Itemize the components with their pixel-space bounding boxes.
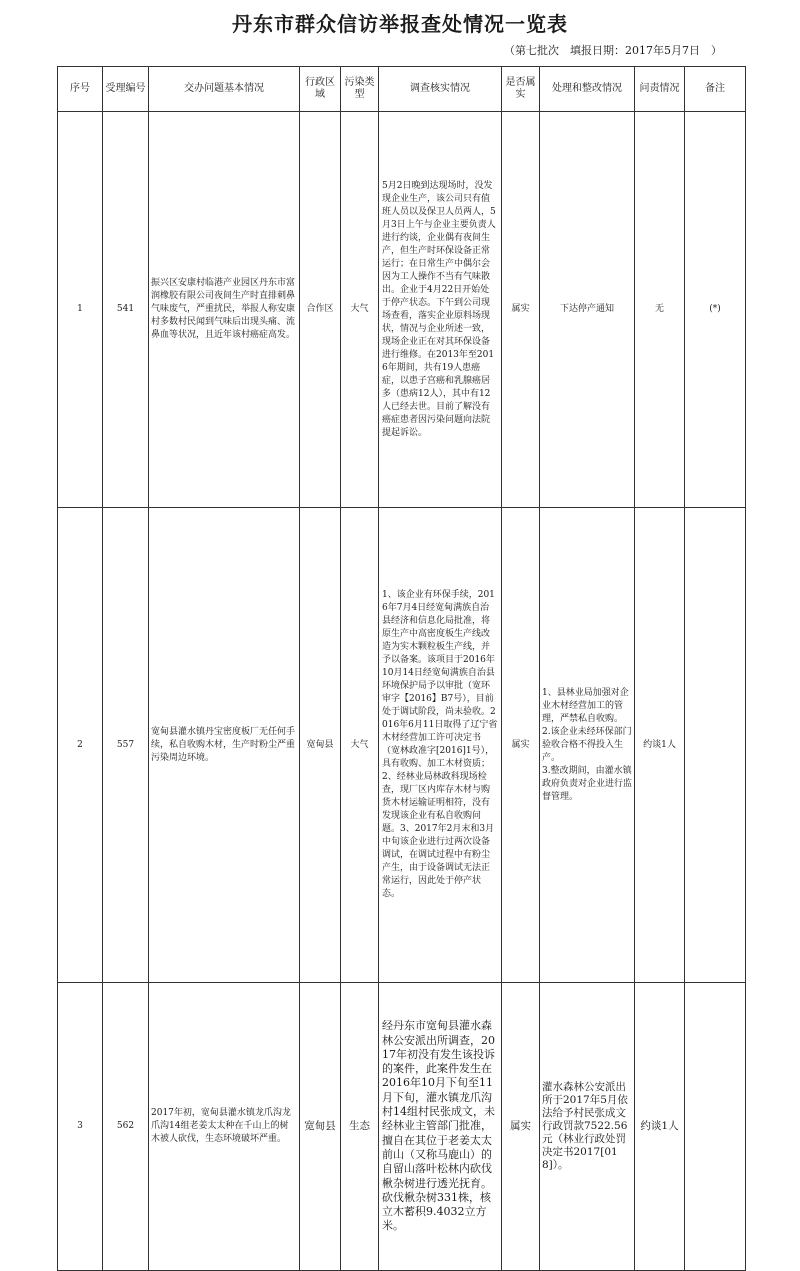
complaint-table <box>57 66 746 1271</box>
cell-investigation: 5月2日晚到达现场时，没发现企业生产，该公司只有值班人员以及保卫人员两人，5月3日上午与企业主要负责人进行约谈，企业偶有夜间生产，但生产时环保设备正常运行；在日常生产中偶尔会因为工人操作不当有气味散出。企业于4月22日开始处于停产状态。下午到公司现场查看，落实企业原料场现状，情况与企业所述一致，现场企业正在对其环保设备进行维修。在2013年至2016年期间，共有19人患癌症，以患子宫癌和乳腺癌居多（患病12人），其中有12人已经去世。目前了解没有癌症患者因污染问题向法院提起诉讼。 <box>379 112 502 508</box>
cell-verified: 属实 <box>502 508 540 983</box>
header-pollution: 污染类型 <box>341 67 379 112</box>
header-issue: 交办问题基本情况 <box>149 67 300 112</box>
cell-remarks: (*) <box>685 112 746 508</box>
cell-verified: 属实 <box>502 112 540 508</box>
handling-line: 2.该企业未经环保部门验收合格不得投入生产。 <box>542 726 632 763</box>
table-row <box>58 508 746 983</box>
header-accountability: 问责情况 <box>635 67 685 112</box>
header-district: 行政区域 <box>300 67 341 112</box>
cell-handling: 灌水森林公安派出所于2017年5月依法给予村民张成文行政罚款7522.56元（林业行政处罚决定书2017[018]）。 <box>540 983 635 1271</box>
cell-issue: 振兴区安康村临港产业园区丹东市富润橡胶有限公司夜间生产时直排刺鼻气味废气，严重扰民，举报人称安康村多数村民闻到气味后出现头痛、流鼻血等状况，且近年该村癌症高发。 <box>149 112 300 508</box>
handling-line: 3.整改期间，由灌水镇政府负责对企业进行监督管理。 <box>542 765 633 802</box>
cell-remarks <box>685 983 746 1271</box>
cell-handling <box>540 508 635 983</box>
cell-district: 合作区 <box>300 112 341 508</box>
page-title: 丹东市群众信访举报查处情况一览表 <box>232 12 568 36</box>
cell-accept-no: 541 <box>103 112 149 508</box>
cell-issue: 2017年初，宽甸县灌水镇龙爪沟龙爪沟14组老姜太太种在千山上的树木被人砍伐，生态环境破坏严重。 <box>149 983 300 1271</box>
cell-handling: 下达停产通知 <box>540 112 635 508</box>
cell-accept-no: 557 <box>103 508 149 983</box>
table-row <box>58 983 746 1271</box>
header-remarks: 备注 <box>685 67 746 112</box>
header-row <box>58 67 746 112</box>
table-row <box>58 112 746 508</box>
cell-accountability: 无 <box>635 112 685 508</box>
cell-pollution: 大气 <box>341 112 379 508</box>
cell-seq: 2 <box>58 508 103 983</box>
cell-investigation: 1、该企业有环保手续，2016年7月4日经宽甸满族自治县经济和信息化局批准，将原生产中高密度板生产线改造为实木颗粒板生产线，并予以备案。该项目于2016年10月14日经宽甸满族自治县环境保护局予以审批（宽环审字【2016】B7号），目前处于调试阶段，尚未验收。2016年6月11日取得了辽宁省木材经营加工许可决定书（宽林政准字[2016]1号），具有收购、加工木材资质；2、经林业局林政科现场检查，现厂区内库存木材与购货木材运输证明相符，没有发现该企业有私自收购问题。3、2017年2月末和3月中旬该企业进行过两次设备调试，在调试过程中有粉尘产生，由于设备调试无法正常运行，因此处于停产状态。 <box>379 508 502 983</box>
header-accept-no: 受理编号 <box>103 67 149 112</box>
header-verified: 是否属实 <box>502 67 540 112</box>
cell-district: 宽甸县 <box>300 983 341 1271</box>
cell-verified: 属实 <box>502 983 540 1271</box>
cell-investigation: 经丹东市宽甸县灌水森林公安派出所调查，2017年初没有发生该投诉的案件，此案件发生在2016年10月下旬至11月下旬，灌水镇龙爪沟村14组村民张成文，未经林业主管部门批准，擅自在其位于老姜太太前山（又称马鹿山）的自留山落叶松林内砍伐楸杂树进行透光抚育。砍伐楸杂树331株，核立木蓄积9.4032立方米。 <box>379 983 502 1271</box>
report-date: （第七批次 填报日期：2017年5月7日 ） <box>504 44 722 57</box>
cell-seq: 3 <box>58 983 103 1271</box>
cell-accountability: 约谈1人 <box>635 983 685 1271</box>
header-investigation: 调查核实情况 <box>379 67 502 112</box>
handling-line: 1、县林业局加强对企业木材经营加工的管理，严禁私自收购。 <box>542 687 629 724</box>
cell-seq: 1 <box>58 112 103 508</box>
cell-pollution: 生态 <box>341 983 379 1271</box>
cell-issue: 宽甸县灌水镇丹宝密度板厂无任何手续，私自收购木材，生产时粉尘严重污染周边环境。 <box>149 508 300 983</box>
cell-pollution: 大气 <box>341 508 379 983</box>
cell-district: 宽甸县 <box>300 508 341 983</box>
cell-accept-no: 562 <box>103 983 149 1271</box>
cell-accountability: 约谈1人 <box>635 508 685 983</box>
header-seq: 序号 <box>58 67 103 112</box>
header-handling: 处理和整改情况 <box>540 67 635 112</box>
cell-remarks <box>685 508 746 983</box>
